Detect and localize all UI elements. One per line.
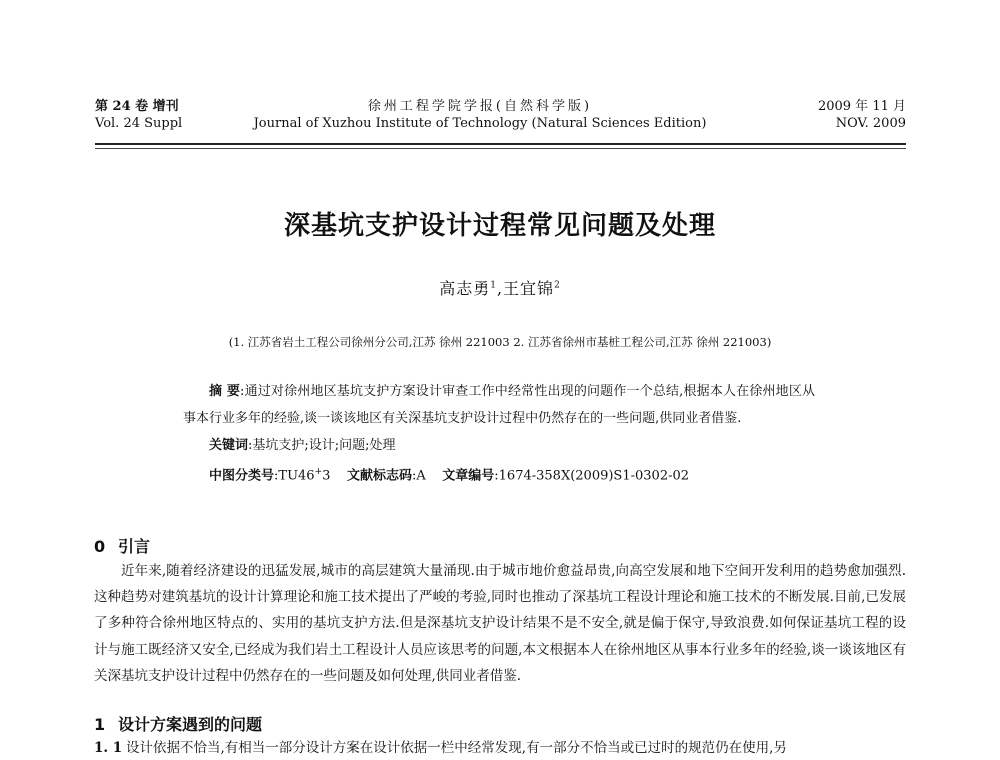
- article-number-value: :1674-358X(2009)S1-0302-02: [494, 468, 690, 484]
- author-separator: ,: [496, 279, 504, 298]
- section-number: 0: [94, 537, 106, 556]
- author-affil-sup: 2: [554, 280, 561, 291]
- subsection-number: 1. 1: [94, 740, 123, 756]
- journal-en: Journal of Xuzhou Institute of Technology (Natural Sciences Edition): [253, 116, 707, 131]
- keywords-line: [183, 432, 815, 459]
- header-rule-thin: [95, 148, 906, 149]
- intro-paragraph: 近年来,随着经济建设的迅猛发展,城市的高层建筑大量涌现.由于城市地价愈益昂贵,向高空发展和地下空间开发利用的趋势愈加强烈.这种趋势对建筑基坑的设计计算理论和施工技术提出了严峻的考验,同时也推动了深基坑工程设计理论和施工技术的不断发展.目前,已发展了多种符合徐州地区特点的、实用的基坑支护方法.但是深基坑支护设计结果不是不安全,就是偏于保守,导致浪费.如何保证基坑工程的设计与施工既经济又安全,已经成为我们岩土工程设计人员应该思考的问题,本文根据本人在徐州地区从事本行业多年的经验,谈一谈该地区有关深基坑支护设计过程中仍然存在的一些问题及如何处理,供同业者借鉴.: [94, 563, 906, 684]
- header-volume: [95, 98, 182, 132]
- volume-en: Vol. 24 Suppl: [95, 116, 183, 131]
- abstract-paragraph: [183, 378, 815, 432]
- author-name: 高志勇: [439, 279, 491, 298]
- date-en: NOV. 2009: [835, 116, 906, 131]
- subsection-line: [94, 738, 906, 758]
- author-name: 王宜锦: [503, 279, 555, 298]
- volume-cn: 第 24 卷 增刊: [95, 99, 179, 114]
- clc-value: :TU46: [274, 468, 315, 484]
- keywords-text: :基坑支护;设计;问题;处理: [248, 438, 396, 453]
- date-cn: 2009 年 11 月: [817, 99, 906, 114]
- section-heading: [94, 534, 150, 557]
- affiliation: (1. 江苏省岩土工程公司徐州分公司,江苏 徐州 221003 2. 江苏省徐州市基桩工程公司,江苏 徐州 221003): [228, 335, 772, 349]
- section-heading: [94, 712, 262, 735]
- clc-tail: 3: [322, 468, 331, 484]
- section-title: 引言: [118, 537, 151, 556]
- subsection-text: 设计依据不恰当,有相当一部分设计方案在设计依据一栏中经常发现,有一部分不恰当或已过时的规范仍在使用,另: [126, 740, 787, 756]
- abstract-label: 摘 要: [209, 384, 241, 399]
- doc-code-label: 文献标志码: [346, 468, 412, 484]
- author-line: [0, 276, 1000, 299]
- keywords-label: 关键词: [209, 438, 249, 453]
- header-journal: [220, 98, 740, 132]
- doc-code-value: :A: [411, 468, 426, 484]
- abstract-text: :通过对徐州地区基坑支护方案设计审查工作中经常性出现的问题作一个总结,根据本人在徐州地区从事本行业多年的经验,谈一谈该地区有关深基坑支护设计过程中仍然存在的一些问题,供同业者借鉴.: [183, 384, 816, 426]
- author-affil-sup: 1: [490, 280, 497, 291]
- header-rule-thick: [95, 143, 906, 145]
- article-number-label: 文章编号: [442, 468, 495, 484]
- article-title: 深基坑支护设计过程常见问题及处理: [283, 211, 716, 241]
- journal-cn: 徐州工程学院学报(自然科学版): [367, 99, 593, 114]
- section-title: 设计方案遇到的问题: [118, 715, 263, 734]
- abstract-block: [183, 378, 815, 489]
- section-number: 1: [94, 715, 106, 734]
- clc-sup: +: [314, 467, 323, 477]
- classification-line: [183, 459, 815, 489]
- header-date: [750, 98, 906, 132]
- clc-label: 中图分类号: [209, 468, 275, 484]
